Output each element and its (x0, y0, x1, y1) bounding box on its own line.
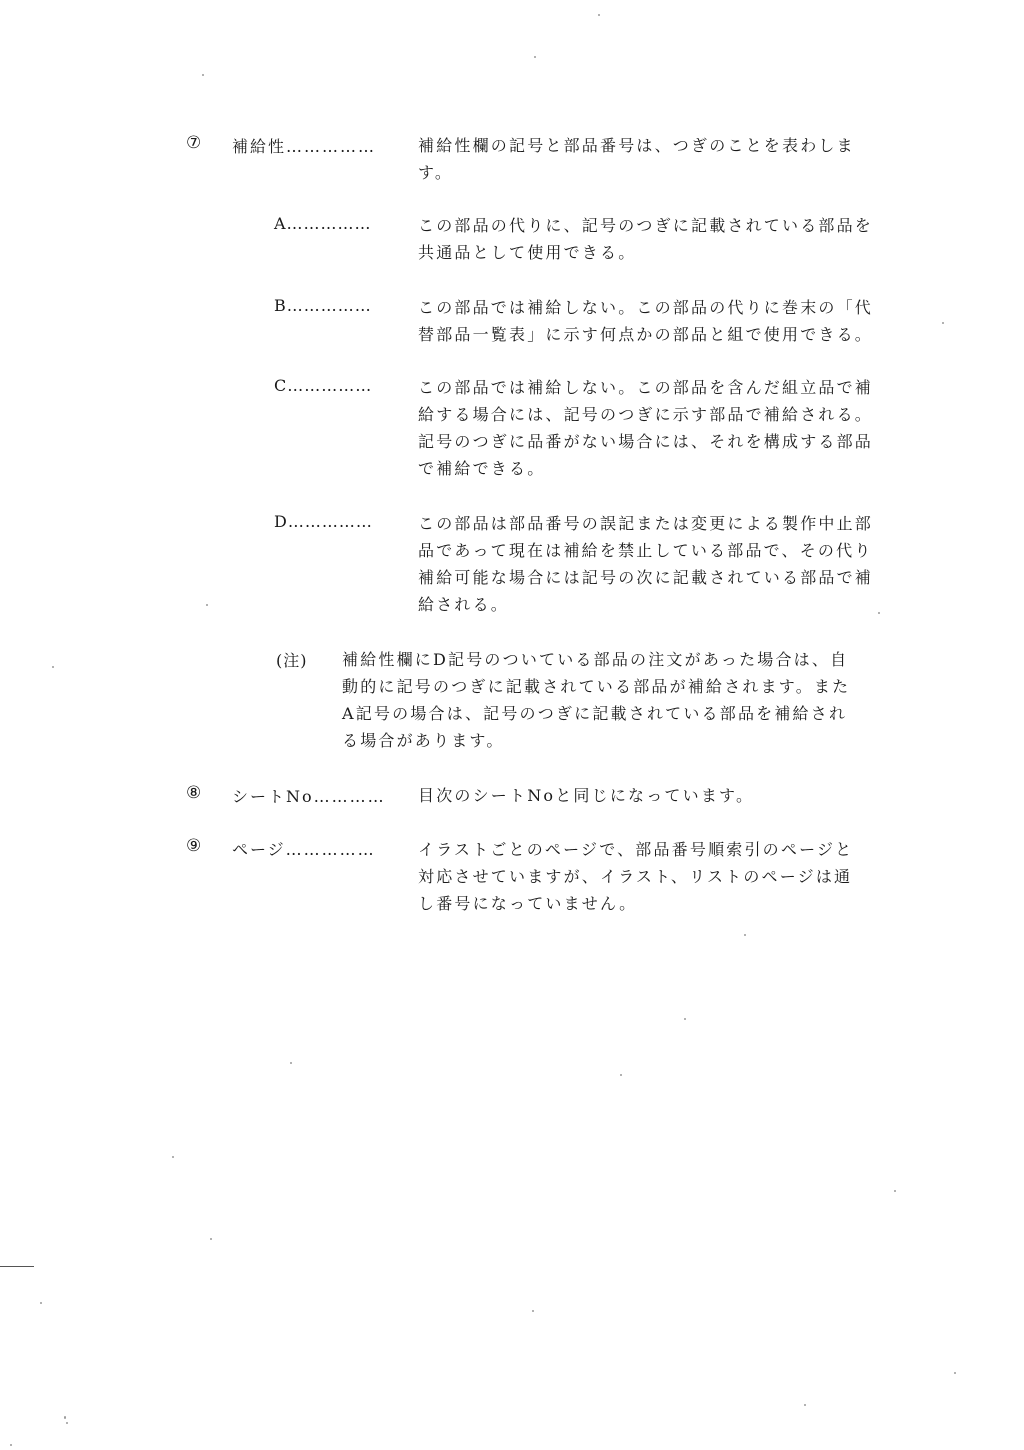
scan-speck (598, 14, 600, 16)
scan-speck (172, 1156, 174, 1158)
item-b-body (418, 294, 918, 348)
text-line: A記号の場合は、記号のつぎに記載されている部品を補給され (342, 704, 848, 723)
scan-speck (66, 1422, 68, 1424)
scan-speck (206, 604, 208, 606)
scan-speck (534, 56, 536, 58)
scan-speck (52, 666, 54, 668)
item-d-body (418, 510, 918, 618)
item-c-label: C…………… (274, 376, 373, 395)
scan-edge-mark (0, 1266, 34, 1267)
text-line: 対応させていますが、イラスト、リストのページは通 (418, 867, 853, 886)
text-line: 給する場合には、記号のつぎに示す部品で補給される。 (418, 405, 874, 424)
text-line: 替部品一覧表」に示す何点かの部品と組で使用できる。 (418, 325, 874, 344)
text-line: す。 (418, 163, 454, 182)
section-8-number: ⑧ (186, 783, 202, 803)
section-9-body (418, 836, 918, 917)
item-d-label: D…………… (274, 512, 373, 531)
scan-speck (894, 1190, 896, 1192)
text-line: 動的に記号のつぎに記載されている部品が補給されます。また (342, 677, 851, 696)
scan-speck (202, 74, 204, 76)
scan-speck (942, 322, 944, 324)
text-line: この部品では補給しない。この部品の代りに巻末の「代 (418, 298, 874, 317)
note-label: (注) (276, 651, 308, 670)
scan-speck (532, 1310, 534, 1312)
text-line: し番号になっていません。 (418, 894, 638, 913)
scan-speck (620, 1074, 622, 1076)
text-line: この部品の代りに、記号のつぎに記載されている部品を (418, 216, 874, 235)
text-line: 品であって現在は補給を禁止している部品で、その代り (418, 541, 873, 560)
section-8-body (418, 782, 918, 809)
scan-speck (878, 612, 880, 614)
section-7-number: ⑦ (186, 133, 202, 153)
text-line: る場合があります。 (342, 731, 505, 750)
scan-speck (64, 1416, 66, 1419)
item-a-body (418, 212, 918, 266)
text-line: 補給可能な場合には記号の次に記載されている部品で補 (418, 568, 874, 587)
section-8-label: シートNo………… (232, 787, 386, 806)
text-line: この部品では補給しない。この部品を含んだ組立品で補 (418, 378, 874, 397)
text-line: 目次のシートNoと同じになっています。 (418, 786, 755, 805)
text-line: 共通品として使用できる。 (418, 243, 637, 262)
text-line: 補給性欄の記号と部品番号は、つぎのことを表わしま (418, 136, 855, 155)
scan-speck (290, 1062, 292, 1064)
text-line: 補給性欄にD記号のついている部品の注文があった場合は、自 (342, 650, 849, 669)
scan-speck (804, 1404, 806, 1406)
section-7-body (418, 132, 918, 186)
scan-speck (684, 1018, 686, 1020)
item-c-body (418, 374, 918, 482)
text-line: で補給できる。 (418, 459, 546, 478)
text-line: イラストごとのページで、部品番号順索引のページと (418, 840, 854, 859)
section-9-number: ⑨ (186, 836, 202, 856)
section-7-label: 補給性…………… (232, 137, 377, 156)
text-line: 記号のつぎに品番がない場合には、それを構成する部品 (418, 432, 874, 451)
scan-speck (10, 1444, 12, 1446)
section-9-label: ページ…………… (232, 840, 376, 859)
item-b-label: B…………… (274, 296, 372, 315)
scan-speck (954, 1372, 956, 1374)
text-line: この部品は部品番号の誤記または変更による製作中止部 (418, 514, 874, 533)
text-line: 給される。 (418, 595, 510, 614)
item-a-label: A…………… (274, 214, 372, 233)
scan-speck (210, 1238, 212, 1240)
scan-speck (744, 934, 746, 936)
scan-speck (40, 1302, 42, 1304)
note-body (342, 646, 918, 754)
